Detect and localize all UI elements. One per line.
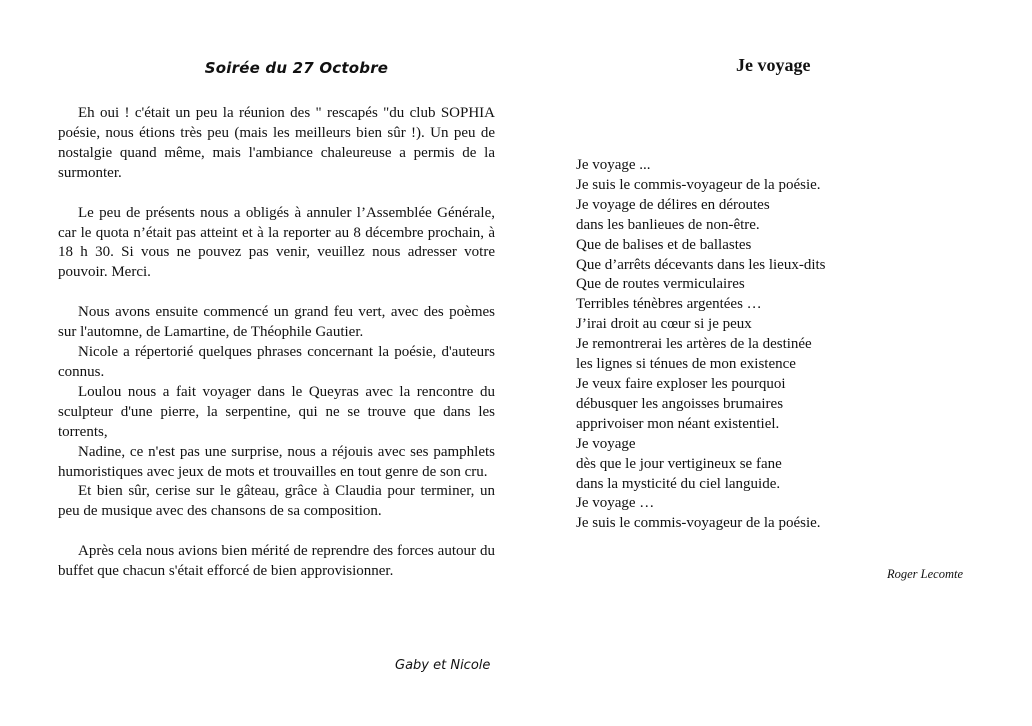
poem-line: Je remontrerai les artères de la destinée <box>576 336 812 353</box>
poem-line: dès que le jour vertigineux se fane <box>576 455 782 472</box>
article-paragraph: Nous avons ensuite commencé un grand feu vert, avec des poèmes sur l'automne, de Lamartine, de Théophile Gautier. <box>58 304 495 341</box>
poem-line: Je suis le commis-voyageur de la poésie. <box>576 176 821 193</box>
poem-line: J’irai droit au cœur si je peux <box>576 316 752 333</box>
poem-title: Je voyage <box>736 55 811 75</box>
poem-line: Je voyage de délires en déroutes <box>576 196 770 213</box>
article-signature: Gaby et Nicole <box>395 658 491 673</box>
article-paragraph: Après cela nous avions bien mérité de reprendre des forces autour du buffet que chacun s'était efforcé de bien approvisionner. <box>58 543 495 580</box>
article-paragraph: Nadine, ce n'est pas une surprise, nous a réjouis avec ses pamphlets humoristiques avec jeux de mots et trouvailles en tout genre de son cru. <box>58 443 495 480</box>
article-body <box>58 104 495 582</box>
poem-line: dans la mysticité du ciel languide. <box>576 475 781 492</box>
article-paragraph: Le peu de présents nous a obligés à annuler l’Assemblée Générale, car le quota n’était pas atteint et à la reporter au 8 décembre prochain, à 18 h 30. Si vous ne pouvez pas venir, veuillez nous adresser votre pouvoir. Merci. <box>58 204 495 281</box>
poem-line: Terribles ténèbres argentées … <box>576 296 762 313</box>
article-title: Soirée du 27 Octobre <box>204 59 389 77</box>
article-paragraph: Loulou nous a fait voyager dans le Queyras avec la rencontre du sculpteur d'une pierre, la serpentine, qui ne se trouve que dans les torrents, <box>58 383 495 440</box>
poem-line: Je suis le commis-voyageur de la poésie. <box>576 515 821 532</box>
poem-signature: Roger Lecomte <box>887 567 964 581</box>
poem-line: Je voyage ... <box>576 157 651 173</box>
article-paragraph: Nicole a répertorié quelques phrases concernant la poésie, d'auteurs connus. <box>58 344 495 380</box>
poem-line: Que de routes vermiculaires <box>576 276 745 293</box>
article-paragraph: Eh oui ! c'était un peu la réunion des " rescapés "du club SOPHIA poésie, nous étions très peu (mais les meilleurs bien sûr !). Un peu de nostalgie quand même, mais l'ambiance chaleureuse a permis de la surmonter. <box>58 105 495 181</box>
poem-line: apprivoiser mon néant existentiel. <box>576 415 780 432</box>
poem-line: les lignes si ténues de mon existence <box>576 356 796 373</box>
poem-line: dans les banlieues de non-être. <box>576 216 760 233</box>
poem-line: Je voyage … <box>576 495 655 512</box>
poem-body <box>576 156 826 534</box>
poem-line: Je veux faire exploser les pourquoi <box>576 375 786 392</box>
article-paragraph: Et bien sûr, cerise sur le gâteau, grâce à Claudia pour terminer, un peu de musique avec des chansons de sa composition. <box>58 483 495 520</box>
poem-line: Que d’arrêts décevants dans les lieux-dits <box>576 256 826 273</box>
poem-line: Que de balises et de ballastes <box>576 236 752 253</box>
left-page <box>58 58 495 582</box>
poem-line: Je voyage <box>576 435 636 452</box>
poem-line: débusquer les angoisses brumaires <box>576 395 784 412</box>
